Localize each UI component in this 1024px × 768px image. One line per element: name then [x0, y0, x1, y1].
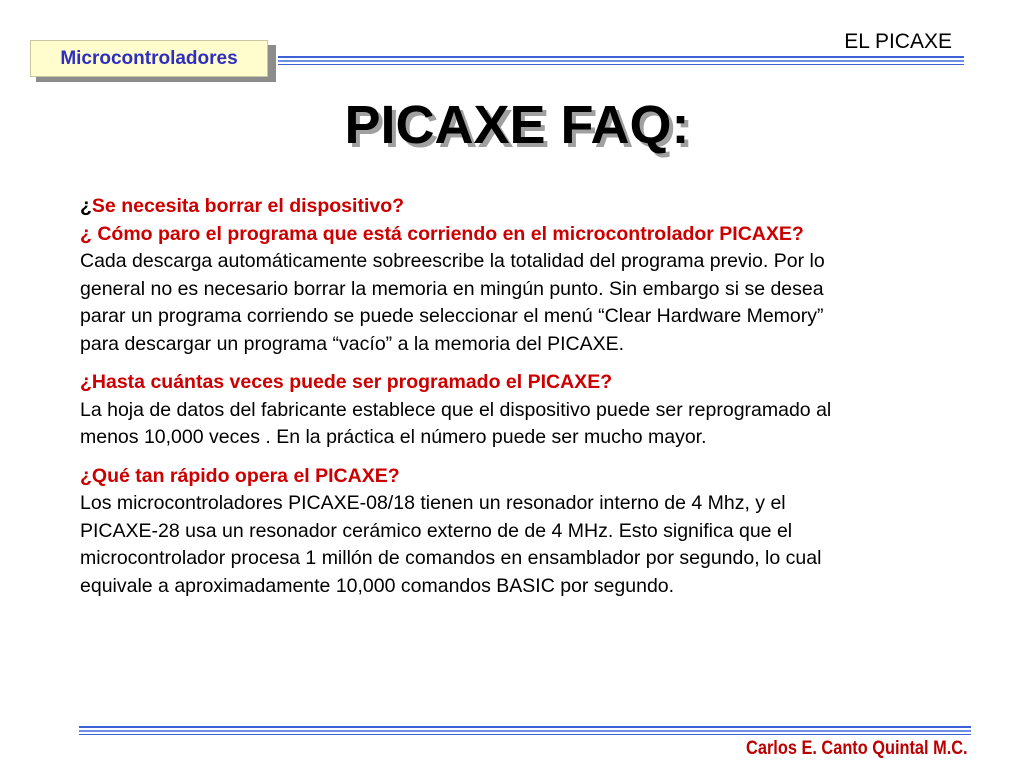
- faq-answer-line: general no es necesario borrar la memoria en mingún punto. Sin embargo si se desea: [80, 277, 824, 300]
- faq-answer-line: La hoja de datos del fabricante establece que el dispositivo puede ser reprogramado al: [80, 398, 832, 421]
- faq-answer-line: Cada descarga automáticamente sobreescribe la totalidad del programa previo. Por lo: [80, 250, 825, 272]
- faq-answer-line: PICAXE-28 usa un resonador cerámico externo de de 4 MHz. Esto significa que el: [80, 519, 793, 542]
- faq-answer-line: parar un programa corriendo se puede seleccionar el menú “Clear Hardware Memory”: [80, 305, 824, 327]
- faq-answer-line: equivale a aproximadamente 10,000 comandos BASIC por segundo.: [80, 574, 675, 597]
- footer-author: Carlos E. Canto Quintal M.C.: [746, 738, 968, 759]
- faq-question: ¿Se necesita borrar el dispositivo?: [80, 195, 405, 217]
- header-label: EL PICAXE: [844, 30, 952, 53]
- faq-answer-line: menos 10,000 veces . En la práctica el número puede ser mucho mayor.: [80, 426, 707, 448]
- page-title: PICAXE FAQ:: [344, 95, 690, 155]
- faq-block-3: [80, 463, 980, 601]
- footer-divider: [79, 726, 971, 735]
- faq-question: ¿Qué tan rápido opera el PICAXE?: [80, 464, 400, 487]
- faq-block-2: [80, 369, 980, 452]
- faq-question: ¿ Cómo paro el programa que está corriendo en el microcontrolador PICAXE?: [80, 222, 804, 245]
- header-divider: [278, 56, 964, 65]
- faq-question: ¿Hasta cuántas veces puede ser programado el PICAXE?: [80, 371, 613, 393]
- faq-answer-line: para descargar un programa “vacío” a la memoria del PICAXE.: [80, 332, 625, 355]
- section-badge-label: Microcontroladores: [60, 47, 238, 69]
- faq-block-1: [80, 193, 980, 358]
- section-badge: [30, 40, 268, 77]
- faq-answer-line: Los microcontroladores PICAXE-08/18 tienen un resonador interno de 4 Mhz, y el: [80, 492, 786, 514]
- faq-answer-line: microcontrolador procesa 1 millón de comandos en ensamblador por segundo, lo cual: [80, 547, 822, 569]
- faq-content: [80, 193, 980, 600]
